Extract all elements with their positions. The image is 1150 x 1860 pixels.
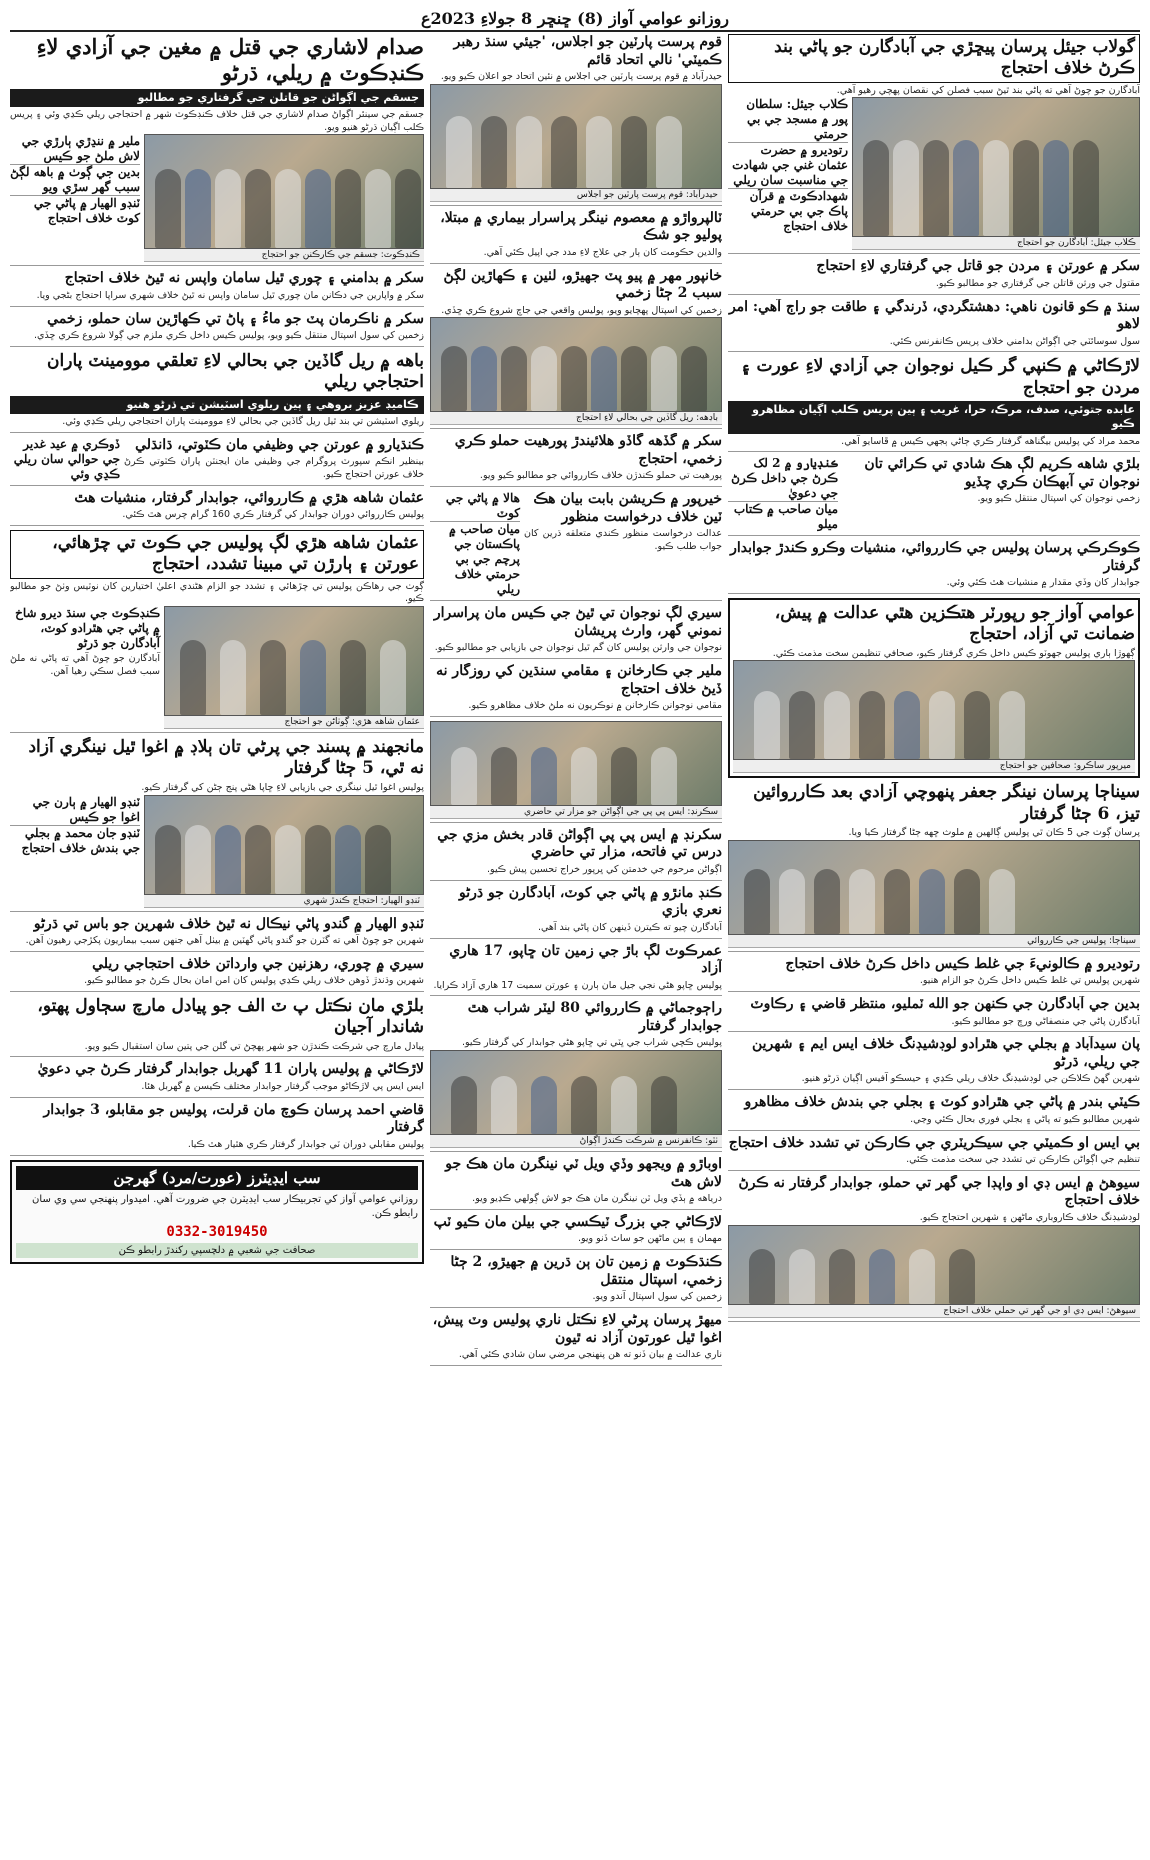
headline: گولاب جيئل پرسان پيڇڙي جي آبادگارن جو پاڻي بند ڪرڻ خلاف احتجاج — [728, 34, 1140, 83]
story-body: پرسان ڳوٺ جي 5 ڪان ٿي پوليس ڳالهين ۾ ملوث ڇهه ڄڻا گرفتار ڪيا ويا. — [848, 826, 1140, 838]
side-brief: ملير ۾ ننڍڙي ٻارڙي جي لاش ملڻ جو ڪيس — [10, 134, 140, 165]
side-brief: رتوديرو ۾ حضرت عثمان غني جي شهادت جي مناسبت سان ريلي — [728, 143, 848, 189]
headline: ملير جي ڪارخانن ۽ مقامي سنڌين کي روزگار نه ڏيڻ خلاف احتجاج — [436, 663, 722, 697]
story-body: اڳواڻن مرحوم جي خدمتن کي ڀرپور خراج تحسين پيش ڪيو. — [487, 863, 722, 875]
headline: خانپور مهر ۾ پيو پٽ جهيڙو، لٺين ۽ ڪهاڙين لڳڻ سبب 2 ڄڻا زخمي — [443, 267, 722, 302]
story-body: آبادگارن چيو ته ڪيترن ڏينهن کان پاڻي بند آهي. — [537, 921, 722, 933]
story-left-6 — [10, 490, 424, 526]
headline: قوم پرست پارٽين جو اجلاس، 'جيئي سنڌ رهبر ڪميٽي' نالي اتحاد قائم — [453, 34, 722, 68]
story-body: ناري عدالت ۾ بيان ڏنو ته هن پنهنجي مرضي سان شادي ڪئي آهي. — [458, 1349, 722, 1361]
story-right-4 — [728, 356, 1140, 452]
story-body: شهرين گهڻ ڪلاڪن جي لوڊشيڊنگ خلاف ريلي ڪڍي ۽ حيسڪو آفيس اڳيان ڌرڻو هنيو. — [801, 1073, 1140, 1085]
story-mid-13 — [430, 1156, 722, 1210]
photo-villagers-protest — [164, 606, 424, 716]
story-left-11 — [10, 996, 424, 1057]
story-body: ريلوي اسٽيشن تي بند ٿيل ريل گاڏين جي بحالي لاءِ موومينٽ پاران احتجاجي ريلي ڪڍي وئي. — [62, 415, 424, 427]
story-body: زخمي نوجوان کي اسپتال منتقل ڪيو ويو. — [977, 493, 1140, 505]
photo-caption: ڪنڊڪوٽ: جسقم جي ڪارڪنن جو احتجاج — [144, 249, 424, 262]
story-mid-1 — [430, 34, 722, 206]
photo-caption: سيوهڻ: ايس ڊي او جي گهر تي حملي خلاف احتجاج — [728, 1305, 1140, 1318]
story-body: تنظيم جي اڳواڻن ڪارڪن تي تشدد جي سخت مذمت ڪئي. — [906, 1154, 1140, 1166]
story-mid-9 — [430, 827, 722, 881]
headline: سکر ۾ عورتن ۽ مردن جو قاتل جي گرفتاري لاءِ احتجاج — [816, 258, 1140, 275]
photo-sehwan-protest — [728, 1225, 1140, 1305]
headline: صدام لاشاري جي قتل ۾ مغين جي آزادي لاءِ ڪنڊڪوٽ ۾ ريلي، ڌرڻو — [36, 34, 424, 86]
side-brief: ٽنڊو الهيار ۾ ٻارن جي اغوا جو ڪيس — [10, 795, 140, 826]
headline: مانجهند ۾ پسند جي پرڻي تان ٻلاڊ ۾ اغوا ٿيل نينگري آزاد نه ٿي، 5 ڄڻا گرفتار — [28, 737, 424, 779]
side-brief: ڏوڪري ۾ عيد غدير جي حوالي سان ريلي ڪڍي وئي — [13, 436, 120, 481]
story-body: آبادگارن پاڻي جي منصفاڻي ورڇ جو مطالبو ڪيو. — [951, 1015, 1140, 1027]
story-body: پوليس ڇاپو هڻي نجي جيل مان ٻارن ۽ عورتن سميت 17 هاري آزاد ڪرايا. — [433, 979, 722, 991]
side-brief: بدين جي ڳوٺ ۾ باهه لڳڻ سبب گهر سڙي ويو — [10, 165, 140, 195]
story-body: پوليس ڪارروائي دوران جوابدار کي گرفتار ڪري 160 گرام چرس هٿ ڪئي. — [122, 509, 424, 521]
story-body: شهرين پوليس تي غلط ڪيس داخل ڪرڻ جو الزام هنيو. — [919, 975, 1140, 987]
ad-body: روزاني عوامي آواز کي تجربيڪار سب ايڊيٽرن جي ضرورت آهي. اميدوار پنهنجي سي وي سان رابطو ڪن. — [32, 1193, 418, 1219]
story-mid-5 — [430, 491, 722, 601]
photo-caption: ٺٽو: ڪانفرنس ۾ شرڪت ڪندڙ اڳواڻ — [430, 1135, 722, 1148]
story-right-5 — [728, 456, 1140, 536]
story-left-2 — [10, 270, 424, 306]
story-body: بينظير انڪم سپورٽ پروگرام جي وظيفي مان ايجنٽن پاران ڪٽوتي ڪرڻ خلاف عورتن احتجاج ڪيو. — [124, 456, 424, 480]
story-body: جسقم جي سينئر اڳواڻ صدام لاشاري جي قتل خلاف ڪنڊڪوٽ شهر ۾ احتجاجي ريلي ڪڍي وئي ۽ پريس ڪلب اڳيان ڌرڻو هنيو ويو. — [10, 108, 424, 133]
story-right-11 — [728, 1036, 1140, 1090]
story-body: زخمين کي سول اسپتال منتقل ڪيو ويو، پوليس ڪيس داخل ڪري ملزم جي ڳولا شروع ڪري ڇڏي. — [34, 330, 424, 342]
headline: اوباڙو ۾ ويجهو وڏي ويل ٽي نينگرن مان هڪ جو لاش هٿ — [445, 1156, 722, 1190]
story-right-10 — [728, 996, 1140, 1032]
side-headline: ڪنڊڪوٽ جي سنڌ ديرو شاخ ۾ پاڻي جي هٿرادو کوٽ، آبادگارن جو ڌرڻو — [15, 606, 160, 651]
side-brief: شهدادڪوٽ ۾ قرآن پاڪ جي بي حرمتي خلاف احتجاج — [749, 189, 848, 234]
story-mid-3 — [430, 268, 722, 430]
headline: سکر ۾ بدامني ۽ چوري ٿيل سامان واپس نه ٿيڻ خلاف احتجاج — [64, 270, 424, 287]
photo-caption: ميرپور ساڪرو: صحافين جو احتجاج — [733, 760, 1135, 773]
story-left-4 — [10, 351, 424, 433]
story-body: نوجوان جي وارثن پوليس کان گم ٿيل نوجوان جي بازيابي جو مطالبو ڪيو. — [434, 642, 722, 654]
story-body: لوڊشيڊنگ خلاف ڪاروباري ماڻهن ۽ شهرين احتجاج ڪيو. — [919, 1211, 1140, 1223]
ad-title: سب ايڊيٽرز (عورت/مرد) گهرجن — [16, 1166, 418, 1190]
side-brief: ڪنڊيارو ۾ 2 لک ڪرڻ جي داخل ڪرڻ جي دعويٰ — [728, 456, 838, 502]
photo-conference — [430, 1050, 722, 1135]
photo-caption: باڊهه: ريل گاڏين جي بحالي لاءِ احتجاج — [430, 412, 722, 425]
story-right-14 — [728, 1175, 1140, 1322]
story-body: پورهيت تي حملو ڪندڙن خلاف ڪارروائي جو مطالبو ڪيو ويو. — [479, 470, 722, 482]
story-left-8 — [10, 737, 424, 911]
photo-journalists-protest — [733, 660, 1135, 760]
column-right — [728, 34, 1140, 1854]
headline: قاضي احمد پرسان ڪوچ مان قرلت، پوليس جو مقابلو، 3 جوابدار گرفتار — [43, 1101, 424, 1136]
subheadline: جسقم جي اڳواڻن جو قاتلن جي گرفتاري جو مطالبو — [10, 89, 424, 107]
story-body: مهمان ۽ ٻين ماڻهن جو ساٿ ڏنو ويو. — [577, 1233, 722, 1245]
headline: ڪيٽي بندر ۾ پاڻي جي هٿرادو کوٽ ۽ بجلي جي بندش خلاف مظاهرو — [744, 1094, 1140, 1111]
headline: ٽالپرواڙو ۾ معصوم نينگر پراسرار بيماري ۾ مبتلا، پوليو جو شڪ — [440, 209, 722, 244]
headline: ڪنڊ مانڙو ۾ پاڻي جي کوٽ، آبادگارن جو ڌرڻو نعري بازي — [459, 884, 722, 919]
story-right-7 — [728, 598, 1140, 778]
headline: بلڙي شاهه ڪريم لڳ هڪ شادي تي ڪرائي تان نوجوان تي آبهڪان ڪري چڏيو — [864, 456, 1140, 490]
story-right-13 — [728, 1135, 1140, 1171]
story-right-1 — [728, 34, 1140, 254]
story-mid-4 — [430, 433, 722, 487]
headline: خيرپور ۾ ڪريشن بابت بيان هڪ ٽين خلاف درخواست منظور — [533, 491, 722, 525]
story-mid-14 — [430, 1214, 722, 1250]
story-body: مقامي نوجوانن ڪارخانن ۾ نوڪريون نه ملڻ خلاف مظاهرو ڪيو. — [468, 700, 722, 712]
photo-arrests — [728, 840, 1140, 935]
story-mid-6 — [430, 605, 722, 659]
ad-footer: صحافت جي شعبي ۾ دلچسپي رکندڙ رابطو ڪن — [16, 1243, 418, 1258]
photo-shrine-visit — [430, 721, 722, 806]
side-brief: ميان صاحب ۾ پاڪستان جي پرچم جي بي حرمتي خلاف ريلي — [449, 522, 520, 597]
subheadline: عابده جتوئي، صدف، مرڪ، حرا، غريب ۽ ٻين پريس ڪلب اڳيان مظاهرو ڪيو — [728, 401, 1140, 434]
story-left-12 — [10, 1061, 424, 1097]
story-right-9 — [728, 956, 1140, 992]
photo-rail-protest — [430, 317, 722, 412]
story-mid-15 — [430, 1254, 722, 1308]
subheadline: ڪاميڊ عزيز بروهي ۽ ٻين ريلوي اسٽيشن تي ڌرڻو هنيو — [10, 396, 424, 414]
story-body: زخمين کي اسپتال پهچايو ويو، پوليس واقعي جي جاچ شروع ڪري ڇڏي. — [441, 304, 722, 316]
ad-phone[interactable]: 0332-3019450 — [166, 1223, 268, 1240]
photo-crowd — [144, 795, 424, 895]
photo-caption: ٽنڊو الهيار: احتجاج ڪندڙ شهري — [144, 895, 424, 908]
headline: راڄوجماڻي ۾ ڪارروائي 80 ليٽر شراب هٿ جوابدار گرفتار — [467, 1000, 722, 1034]
story-body: عدالت درخواست منظور ڪندي متعلقه ڌرين کان جواب طلب ڪيو. — [524, 528, 722, 553]
photo-caption: عثمان شاهه هڙي: ڳوٺاڻن جو احتجاج — [164, 716, 424, 729]
story-body: ڳهوڙا ٻاري پوليس جهوٽو ڪيس داخل ڪري گرفتار ڪيو، صحافي تنظيمن سخت مذمت ڪئي. — [772, 647, 1135, 659]
headline: بلڙي مان نڪتل پ ٽ الف جو پيادل مارچ سڄاول پهتو، شاندار آجيان — [37, 996, 424, 1038]
headline: لاڙڪاڻي ۾ ڪنپي گر ڪيل نوجوان جي آزادي لاءِ عورت ۽ مردن جو احتجاج — [740, 356, 1140, 398]
headline: عثمان شاهه هڙي لڳ پوليس جي ڪوٽ تي چڙهائي، عورتن ۽ ٻارڙن تي مبينا تشدد، احتجاج — [10, 530, 424, 579]
story-body: محمد مراد کي پوليس بيگناهه گرفتار ڪري ڄاڻي ٻجهي ڪيس ۾ ڦاسايو آهي. — [841, 435, 1140, 447]
photo-meeting — [430, 84, 722, 189]
story-mid-16 — [430, 1312, 722, 1366]
story-left-3 — [10, 311, 424, 347]
story-right-12 — [728, 1094, 1140, 1130]
columns — [10, 34, 1140, 1854]
story-body: شهرين وڌندڙ ڏوهن خلاف ريلي ڪڍي پوليس کان امن امان بحال ڪرڻ جو مطالبو ڪيو. — [84, 975, 424, 987]
story-left-13 — [10, 1102, 424, 1156]
story-body: آبادگارن جو چوڻ آهي ته پاڻي بند ٿيڻ سبب فصلن کي نقصان پهچي رهيو آهي. — [836, 84, 1140, 96]
headline: باهه ۾ ريل گاڏين جي بحالي لاءِ تعلقي موومينٽ پاران احتجاجي ريلي — [47, 351, 424, 393]
story-body: سول سوسائٽي جي اڳواڻن بدامني خلاف پريس ڪانفرنس ڪئي. — [889, 335, 1140, 347]
headline: عثمان شاهه هڙي ۾ ڪارروائي، جوابدار گرفتار، منشيات هٿ — [74, 489, 424, 506]
side-brief: ڪلاب جيئل: سلطان پور ۾ مسجد جي بي حرمتي — [728, 97, 848, 143]
headline: بدين جي آبادگارن جي ڪنهن جو الله ٽمليو، منتظر قاضي ۽ رڪاوٽ — [750, 996, 1140, 1013]
headline: پان سيدآباد ۾ بجلي جي هٿرادو لوڊشيڊنگ خلاف ايس ايم ۽ شهرين جي ريلي، ڌرڻو — [751, 1036, 1140, 1070]
story-right-3 — [728, 299, 1140, 353]
story-left-5 — [10, 437, 424, 486]
story-mid-12 — [430, 1000, 722, 1152]
headline: سيري لڳ نوجوان تي ٿيڻ جي ڪيس مان پراسرار نموني گهر، وارث پريشان — [433, 605, 722, 639]
photo-caption: ڪلاب جيئل: آبادگارن جو احتجاج — [852, 237, 1140, 250]
headline: سيري ۾ چوري، رهزنين جي وارداتن خلاف احتجاجي ريلي — [92, 955, 424, 972]
side-brief: ٽنڊو جان محمد ۾ بجلي جي بندش خلاف احتجاج — [21, 825, 140, 855]
story-body: ايس ايس پي لاڙڪاڻو موجب گرفتار جوابدار مختلف ڪيسن ۾ گهربل هئا. — [141, 1080, 424, 1092]
headline: لاڙڪاڻي جي بزرگ ٽيڪسي جي بيلن مان ڪيو ٽپ — [433, 1213, 722, 1230]
headline: ڪنڌيارو ۾ عورتن جي وظيفي مان ڪٽوتي، ڌانڌلي — [135, 436, 424, 453]
story-mid-11 — [430, 943, 722, 997]
classified-ad — [10, 1160, 424, 1264]
headline: سکرنڊ ۾ ايس پي پي اڳواڻن قادر بخش مزي جي درس تي فاتحه، مزار تي حاضري — [437, 826, 722, 861]
photo-caption: سيناڄا: پوليس جي ڪارروائي — [728, 935, 1140, 948]
story-mid-7 — [430, 663, 722, 717]
story-left-1 — [10, 34, 424, 266]
headline: عوامي آواز جو رپورٽر هتڪزين هٿي عدالت ۾ پيش، ضمانت تي آزاد، احتجاج — [774, 603, 1135, 645]
column-middle — [430, 34, 722, 1854]
photo-rally — [144, 134, 424, 249]
headline: بي ايس او ڪميٽي جي سيڪريٽري جي ڪارڪن تي تشدد خلاف احتجاج — [728, 1134, 1140, 1151]
column-left — [10, 34, 424, 1854]
story-left-7 — [10, 530, 424, 733]
story-body: سکر ۾ واپارين جي دڪانن مان چوري ٿيل سامان واپس نه ٿيڻ خلاف شهري سراپا احتجاج بڻجي ويا. — [36, 289, 424, 301]
story-left-10 — [10, 956, 424, 992]
side-brief: هالا ۾ پاڻي جي کوٽ — [430, 491, 520, 522]
story-right-6 — [728, 540, 1140, 594]
story-left-9 — [10, 916, 424, 952]
story-body: جوابدار کان وڏي مقدار ۾ منشيات هٿ ڪئي وئي. — [946, 577, 1140, 589]
photo-caption: حيدرآباد: قوم پرست پارٽين جو اجلاس — [430, 189, 722, 202]
headline: سيوهڻ ۾ ايس ڊي او واپڊا جي گهر تي حملو، جوابدار گرفتار نه ڪرڻ خلاف احتجاج — [738, 1174, 1140, 1209]
story-body: پيادل مارچ جي شرڪت ڪندڙن جو شهر پهچڻ تي گلن جي پتين سان استقبال ڪيو ويو. — [84, 1040, 424, 1052]
photo-caption: سڪرنڊ: ايس پي پي جي اڳواڻن جو مزار تي حاضري — [430, 806, 722, 819]
story-mid-10 — [430, 885, 722, 939]
headline: رتوديرو ۾ ڪالونيءَ جي غلط ڪيس داخل ڪرڻ خلاف احتجاج — [785, 955, 1140, 972]
story-right-8 — [728, 782, 1140, 951]
headline: ٽنڊو الهيار ۾ گندو پاڻي نيڪال نه ٿيڻ خلاف شهرين جو باس تي ڌرڻو — [33, 915, 424, 932]
headline: لاڙڪاڻي ۾ پوليس پاران 11 گهربل جوابدار گرفتار ڪرڻ جي دعويٰ — [37, 1061, 424, 1078]
story-body: درياهه ۾ ٻڏي ويل ٽن نينگرن مان هڪ جو لاش ڳولهي ڪڍيو ويو. — [472, 1193, 722, 1205]
story-body: پوليس مقابلي دوران ٽي جوابدار گرفتار ڪري هٿيار هٿ ڪيا. — [187, 1138, 424, 1150]
story-body: حيدرآباد ۾ قوم پرست پارٽين جي اجلاس ۾ نئين اتحاد جو اعلان ڪيو ويو. — [440, 71, 722, 82]
headline: سکر ۾ گڏهه گاڏو هلائيندڙ پورهيت حملو ڪري زخمي، احتجاج — [454, 433, 722, 467]
story-body: پوليس ڪچي شراب جي ڀٽي تي ڇاپو هڻي جوابدار کي گرفتار ڪيو. — [461, 1037, 722, 1049]
side-body: آبادگارن جو چوڻ آهي ته پاڻي نه ملڻ سبب فصل سڪي رهيا آهن. — [10, 653, 160, 678]
story-mid-8 — [430, 721, 722, 823]
headline: عمرڪوٽ لڳ باڙ جي زمين تان ڇاپو، 17 هاري آزاد — [449, 942, 722, 976]
story-mid-2 — [430, 210, 722, 264]
story-body: والدين حڪومت کان ٻار جي علاج لاءِ مدد جي اپيل ڪئي آهي. — [483, 246, 722, 258]
side-brief: ميان صاحب ۾ ڪتاب ميلو — [733, 502, 838, 532]
headline: سنڌ ۾ ڪو قانون ناهي: دهشتگردي، ڏرندگي ۽ طاقت جو راڄ آهي: امر لاهو — [728, 298, 1140, 333]
story-body: پوليس اغوا ٿيل نينگري جي بازيابي لاءِ ڇاپا هڻي پنج ڄڻن کي گرفتار ڪيو. — [141, 781, 424, 793]
side-brief: ٽنڊو الهيار ۾ پاڻي جي کوٽ خلاف احتجاج — [33, 196, 140, 226]
story-body: زخمين کي سول اسپتال آندو ويو. — [592, 1291, 722, 1303]
headline: سکر ۾ ناڪرمان پٽ جو ماءُ ۽ پاڻ تي ڪهاڙين سان حملو، زخمي — [47, 310, 424, 327]
story-body: شهرين جو چوڻ آهي ته گٽرن جو گندو پاڻي گهٽين ۾ بيٺل آهي جنهن سبب بيماريون پکڙجي رهيون آهن. — [25, 935, 424, 947]
story-right-2 — [728, 258, 1140, 294]
headline: سيناڄا پرسان نينگر جعفر پنهوچي آزادي بعد ڪارروائين تيز، 6 ڄڻا گرفتار — [753, 782, 1140, 824]
story-body: ڳوٺ جي رهاڪن پوليس تي چڙهائي ۽ تشدد جو الزام هڻندي اعليٰ اختيارين کان نوٽيس وٺڻ جو مطالبو ڪيو. — [10, 580, 424, 605]
photo-protest — [852, 97, 1140, 237]
headline: ڪوڪرڪي پرسان پوليس جي ڪارروائي، منشيات وڪرو ڪندڙ جوابدار گرفتار — [730, 540, 1140, 574]
masthead: روزانو عوامي آواز (8) ڇنڇر 8 جولاءِ 2023ع — [10, 6, 1140, 32]
headline: ميهڙ پرسان پرڻي لاءِ نڪتل ناري پوليس وٽ پيش، اغوا ٿيل عورتون آزاد نه ٿيون — [432, 1312, 722, 1346]
story-body: مقتول جي ورثن قاتلن جي گرفتاري جو مطالبو ڪيو. — [935, 277, 1140, 289]
story-body: شهرين مطالبو ڪيو ته پاڻي ۽ بجلي فوري بحال ڪئي وڃي. — [910, 1113, 1140, 1125]
headline: ڪنڌڪوٽ ۾ زمين تان ٻن ڌرين ۾ جهيڙو، 2 ڄڻا زخمي، اسپتال منتقل — [450, 1254, 722, 1288]
